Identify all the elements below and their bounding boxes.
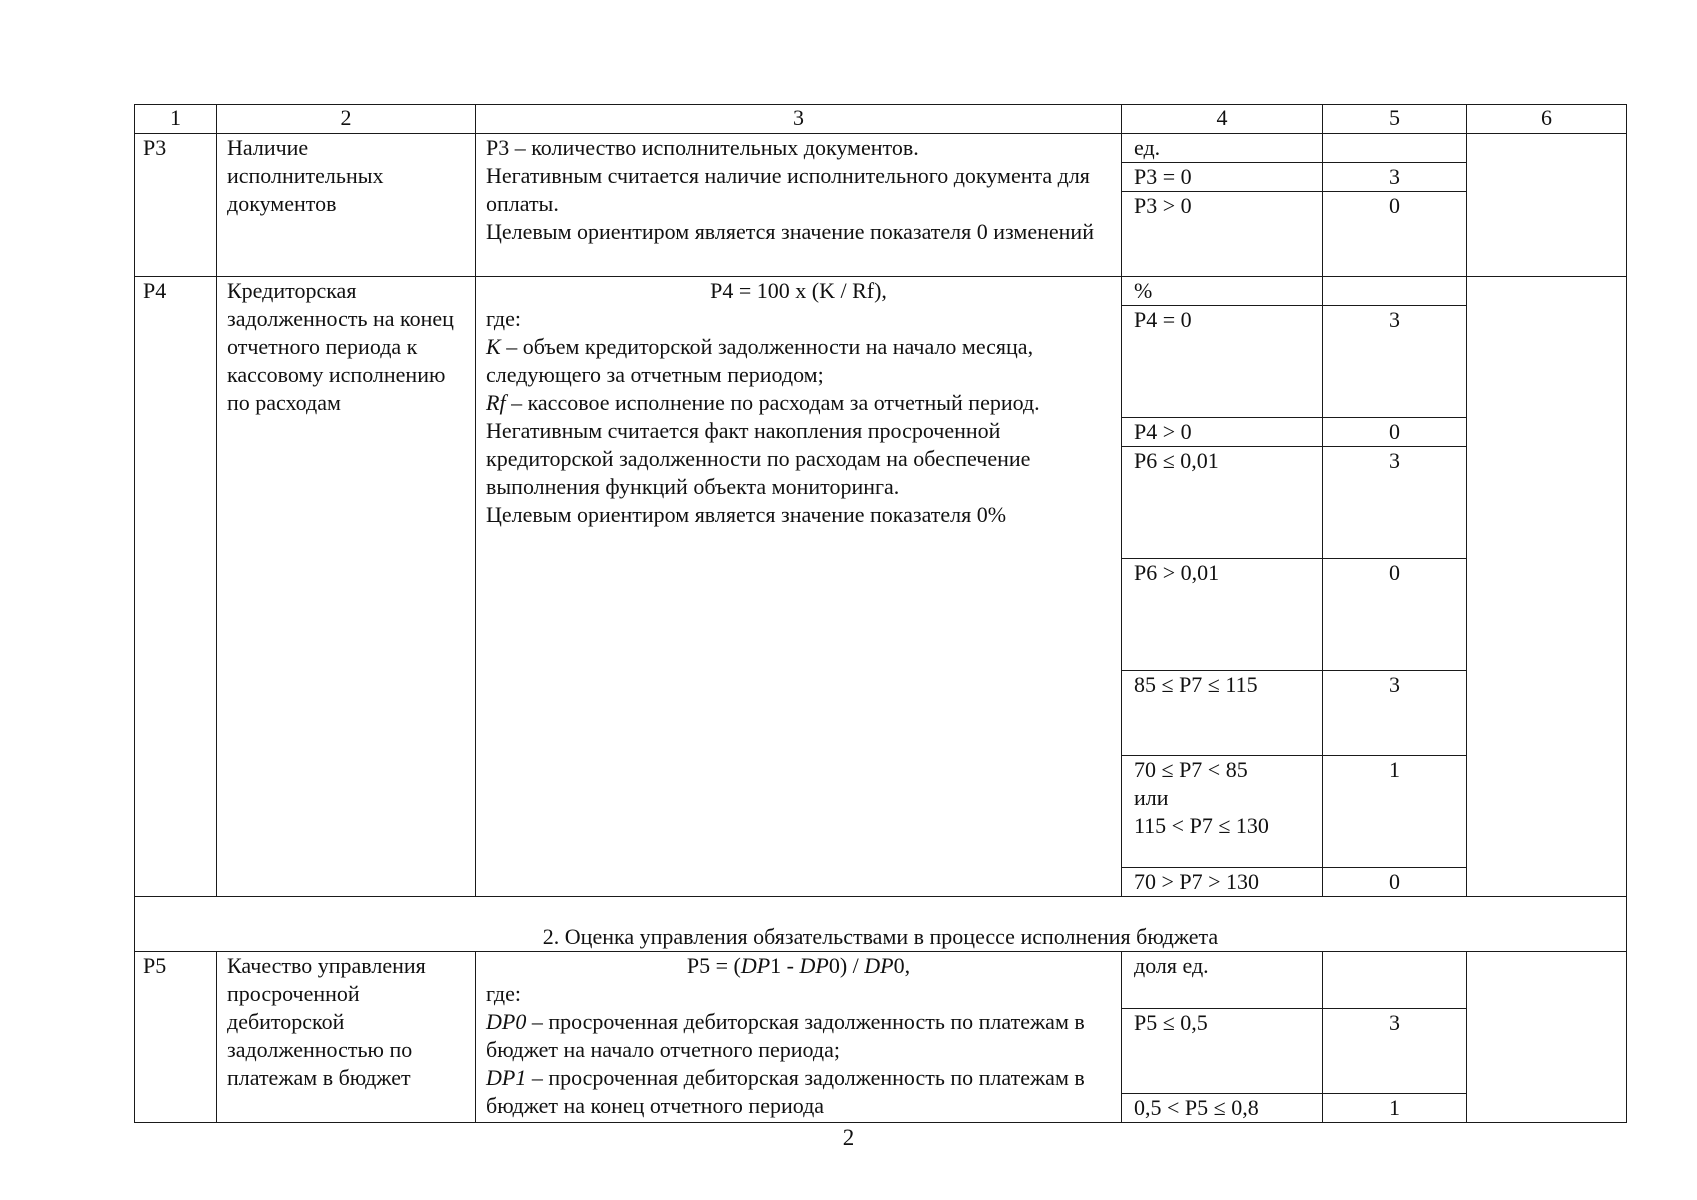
score-cell: 0 [1323,192,1467,277]
indicator-name: Наличие исполнительных документов [217,134,476,277]
unit-cell: ед. [1122,134,1323,163]
indicators-table [134,104,1627,1123]
score-cell: 3 [1323,671,1467,756]
table-row [135,952,1627,1009]
score-cell: 0 [1323,418,1467,447]
score-cell: 3 [1323,163,1467,192]
notes-cell [1467,952,1627,1123]
criterion-cell: Р3 > 0 [1122,192,1323,277]
score-cell: 1 [1323,756,1467,868]
criterion-line: 70 ≤ Р7 < 85 [1134,757,1248,782]
indicator-code: Р3 [135,134,217,277]
notes-cell [1467,277,1627,897]
unit-cell: % [1122,277,1323,306]
criterion-cell: 0,5 < Р5 ≤ 0,8 [1122,1094,1323,1123]
indicator-name: Кредиторская задолженность на конец отчетного периода к кассовому исполнению по расходам [217,277,476,897]
notes-cell [1467,134,1627,277]
definition-text: – просроченная дебиторская задолженность по платежам в бюджет на конец отчетного периода [486,1065,1085,1118]
symbol: K [486,334,501,359]
column-number: 1 [135,105,217,134]
symbol: DP0 [486,1009,527,1034]
unit-cell: доля ед. [1122,952,1323,1009]
symbol: DP [864,953,894,978]
criterion-cell: Р5 ≤ 0,5 [1122,1009,1323,1094]
description-line: Негативным считается наличие исполнительного документа для оплаты. [486,163,1090,216]
description-line: Целевым ориентиром является значение показателя 0% [486,502,1007,527]
column-number: 5 [1323,105,1467,134]
score-cell: 3 [1323,306,1467,418]
indicator-code: Р4 [135,277,217,897]
section-title: 2. Оценка управления обязательствами в процессе исполнения бюджета [135,897,1627,952]
column-number: 4 [1122,105,1323,134]
where-label: где: [486,306,521,331]
score-cell: 3 [1323,447,1467,559]
table-row [135,277,1627,306]
column-number-row [135,105,1627,134]
where-label: где: [486,981,521,1006]
score-cell [1323,134,1467,163]
table-row [135,134,1627,163]
criterion-cell: Р4 = 0 [1122,306,1323,418]
criterion-cell: 70 > Р7 > 130 [1122,868,1323,897]
score-cell [1323,952,1467,1009]
criterion-cell: 85 ≤ Р7 ≤ 115 [1122,671,1323,756]
criterion-line: или [1134,785,1169,810]
formula: Р4 = 100 х (K / Rf), [710,278,887,303]
definition-text: – кассовое исполнение по расходам за отчетный период. [505,390,1040,415]
score-cell: 1 [1323,1094,1467,1123]
column-number: 6 [1467,105,1627,134]
criterion-cell [1122,756,1323,868]
column-number: 2 [217,105,476,134]
indicator-description [476,134,1122,277]
definition-text: – просроченная дебиторская задолженность по платежам в бюджет на начало отчетного периода; [486,1009,1085,1062]
description-line: Р3 – количество исполнительных документов. [486,135,919,160]
criterion-cell: Р3 = 0 [1122,163,1323,192]
criterion-line: 115 < Р7 ≤ 130 [1134,813,1269,838]
description-line: Негативным считается факт накопления просроченной кредиторской задолженности по расходам на обеспечение выполнения функций объекта мониторинга. [486,418,1031,499]
symbol: DP [740,953,771,978]
score-cell: 0 [1323,559,1467,671]
column-number: 3 [476,105,1122,134]
definition-line [486,1064,1111,1120]
criterion-cell: Р6 ≤ 0,01 [1122,447,1323,559]
indicator-description [476,952,1122,1123]
indicator-name: Качество управления просроченной дебиторской задолженностью по платежам в бюджет [217,952,476,1123]
symbol: DP1 [486,1065,527,1090]
description-line: Целевым ориентиром является значение показателя 0 изменений [486,219,1094,244]
section-row [135,897,1627,952]
symbol: DP [799,953,829,978]
page-number: 2 [842,1125,855,1150]
score-cell: 3 [1323,1009,1467,1094]
definition-line [486,389,1111,417]
score-cell [1323,277,1467,306]
criterion-cell: Р6 > 0,01 [1122,559,1323,671]
criterion-cell: Р4 > 0 [1122,418,1323,447]
indicator-description [476,277,1122,897]
definition-line [486,333,1111,389]
definition-line [486,1008,1111,1064]
score-cell: 0 [1323,868,1467,897]
definition-text: – объем кредиторской задолженности на начало месяца, следующего за отчетным периодом; [486,334,1034,387]
indicator-code: Р5 [135,952,217,1123]
symbol: Rf [486,390,506,415]
formula: Р5 = (DP1 - DP0) / DP0, [686,953,911,978]
